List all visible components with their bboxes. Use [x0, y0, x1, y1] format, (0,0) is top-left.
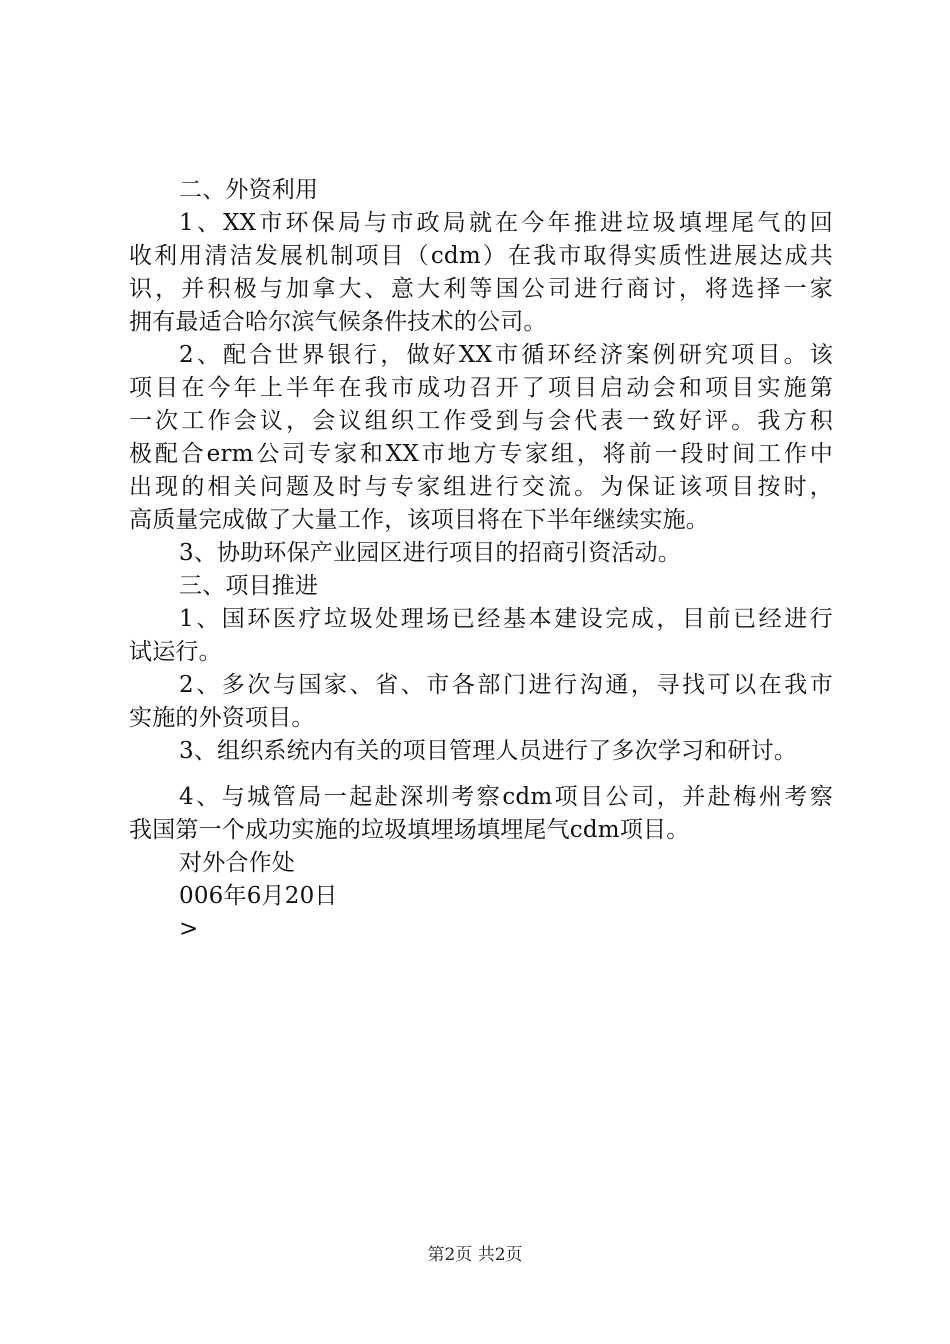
paragraph-line: 3、协助环保产业园区进行项目的招商引资活动。 [179, 540, 682, 566]
paragraph-line: 我国第一个成功实施的垃圾填埋场填埋尾气cdm项目。 [129, 817, 690, 843]
paragraph-line: 高质量完成做了大量工作，该项目将在下半年继续实施。 [129, 507, 709, 533]
paragraph-line: 极配合erm公司专家和XX市地方专家组，将前一段时间工作中 [129, 441, 833, 467]
paragraph-gap [129, 768, 833, 781]
paragraph-line: 4、与城管局一起赴深圳考察cdm项目公司，并赴梅州考察 [179, 784, 833, 810]
paragraph-line: 实施的外资项目。 [129, 705, 315, 731]
paragraph-line: 拥有最适合哈尔滨气候条件技术的公司。 [129, 309, 547, 335]
paragraph-line: 收利用清洁发展机制项目（cdm）在我市取得实质性进展达成共 [129, 243, 833, 269]
paragraph-line: 试运行。 [129, 639, 222, 665]
paragraph-line: 出现的相关问题及时与专家组进行交流。为保证该项目按时， [129, 474, 833, 500]
paragraph-line: 一次工作会议，会议组织工作受到与会代表一致好评。我方积 [129, 408, 833, 434]
trailing-mark: > [179, 916, 199, 942]
document-body [129, 174, 833, 946]
paragraph-line: 3、组织系统内有关的项目管理人员进行了多次学习和研讨。 [179, 738, 798, 764]
paragraph-line: 识，并积极与加拿大、意大利等国公司进行商讨，将选择一家 [129, 276, 833, 302]
section-heading-project-progress: 三、项目推进 [179, 573, 319, 599]
paragraph-line: 2、配合世界银行，做好XX市循环经济案例研究项目。该 [179, 342, 833, 368]
paragraph-line: 项目在今年上半年在我市成功召开了项目启动会和项目实施第 [129, 375, 833, 401]
signature-date: 006年6月20日 [179, 883, 338, 909]
paragraph-line: 1、XX市环保局与市政局就在今年推进垃圾填埋尾气的回 [179, 210, 833, 236]
section-heading-foreign-investment: 二、外资利用 [179, 177, 319, 203]
signature-department: 对外合作处 [179, 850, 295, 876]
page-footer: 第2页 共2页 [427, 1245, 523, 1265]
paragraph-line: 2、多次与国家、省、市各部门进行沟通，寻找可以在我市 [179, 672, 833, 698]
paragraph-line: 1、国环医疗垃圾处理场已经基本建设完成，目前已经进行 [179, 606, 833, 632]
